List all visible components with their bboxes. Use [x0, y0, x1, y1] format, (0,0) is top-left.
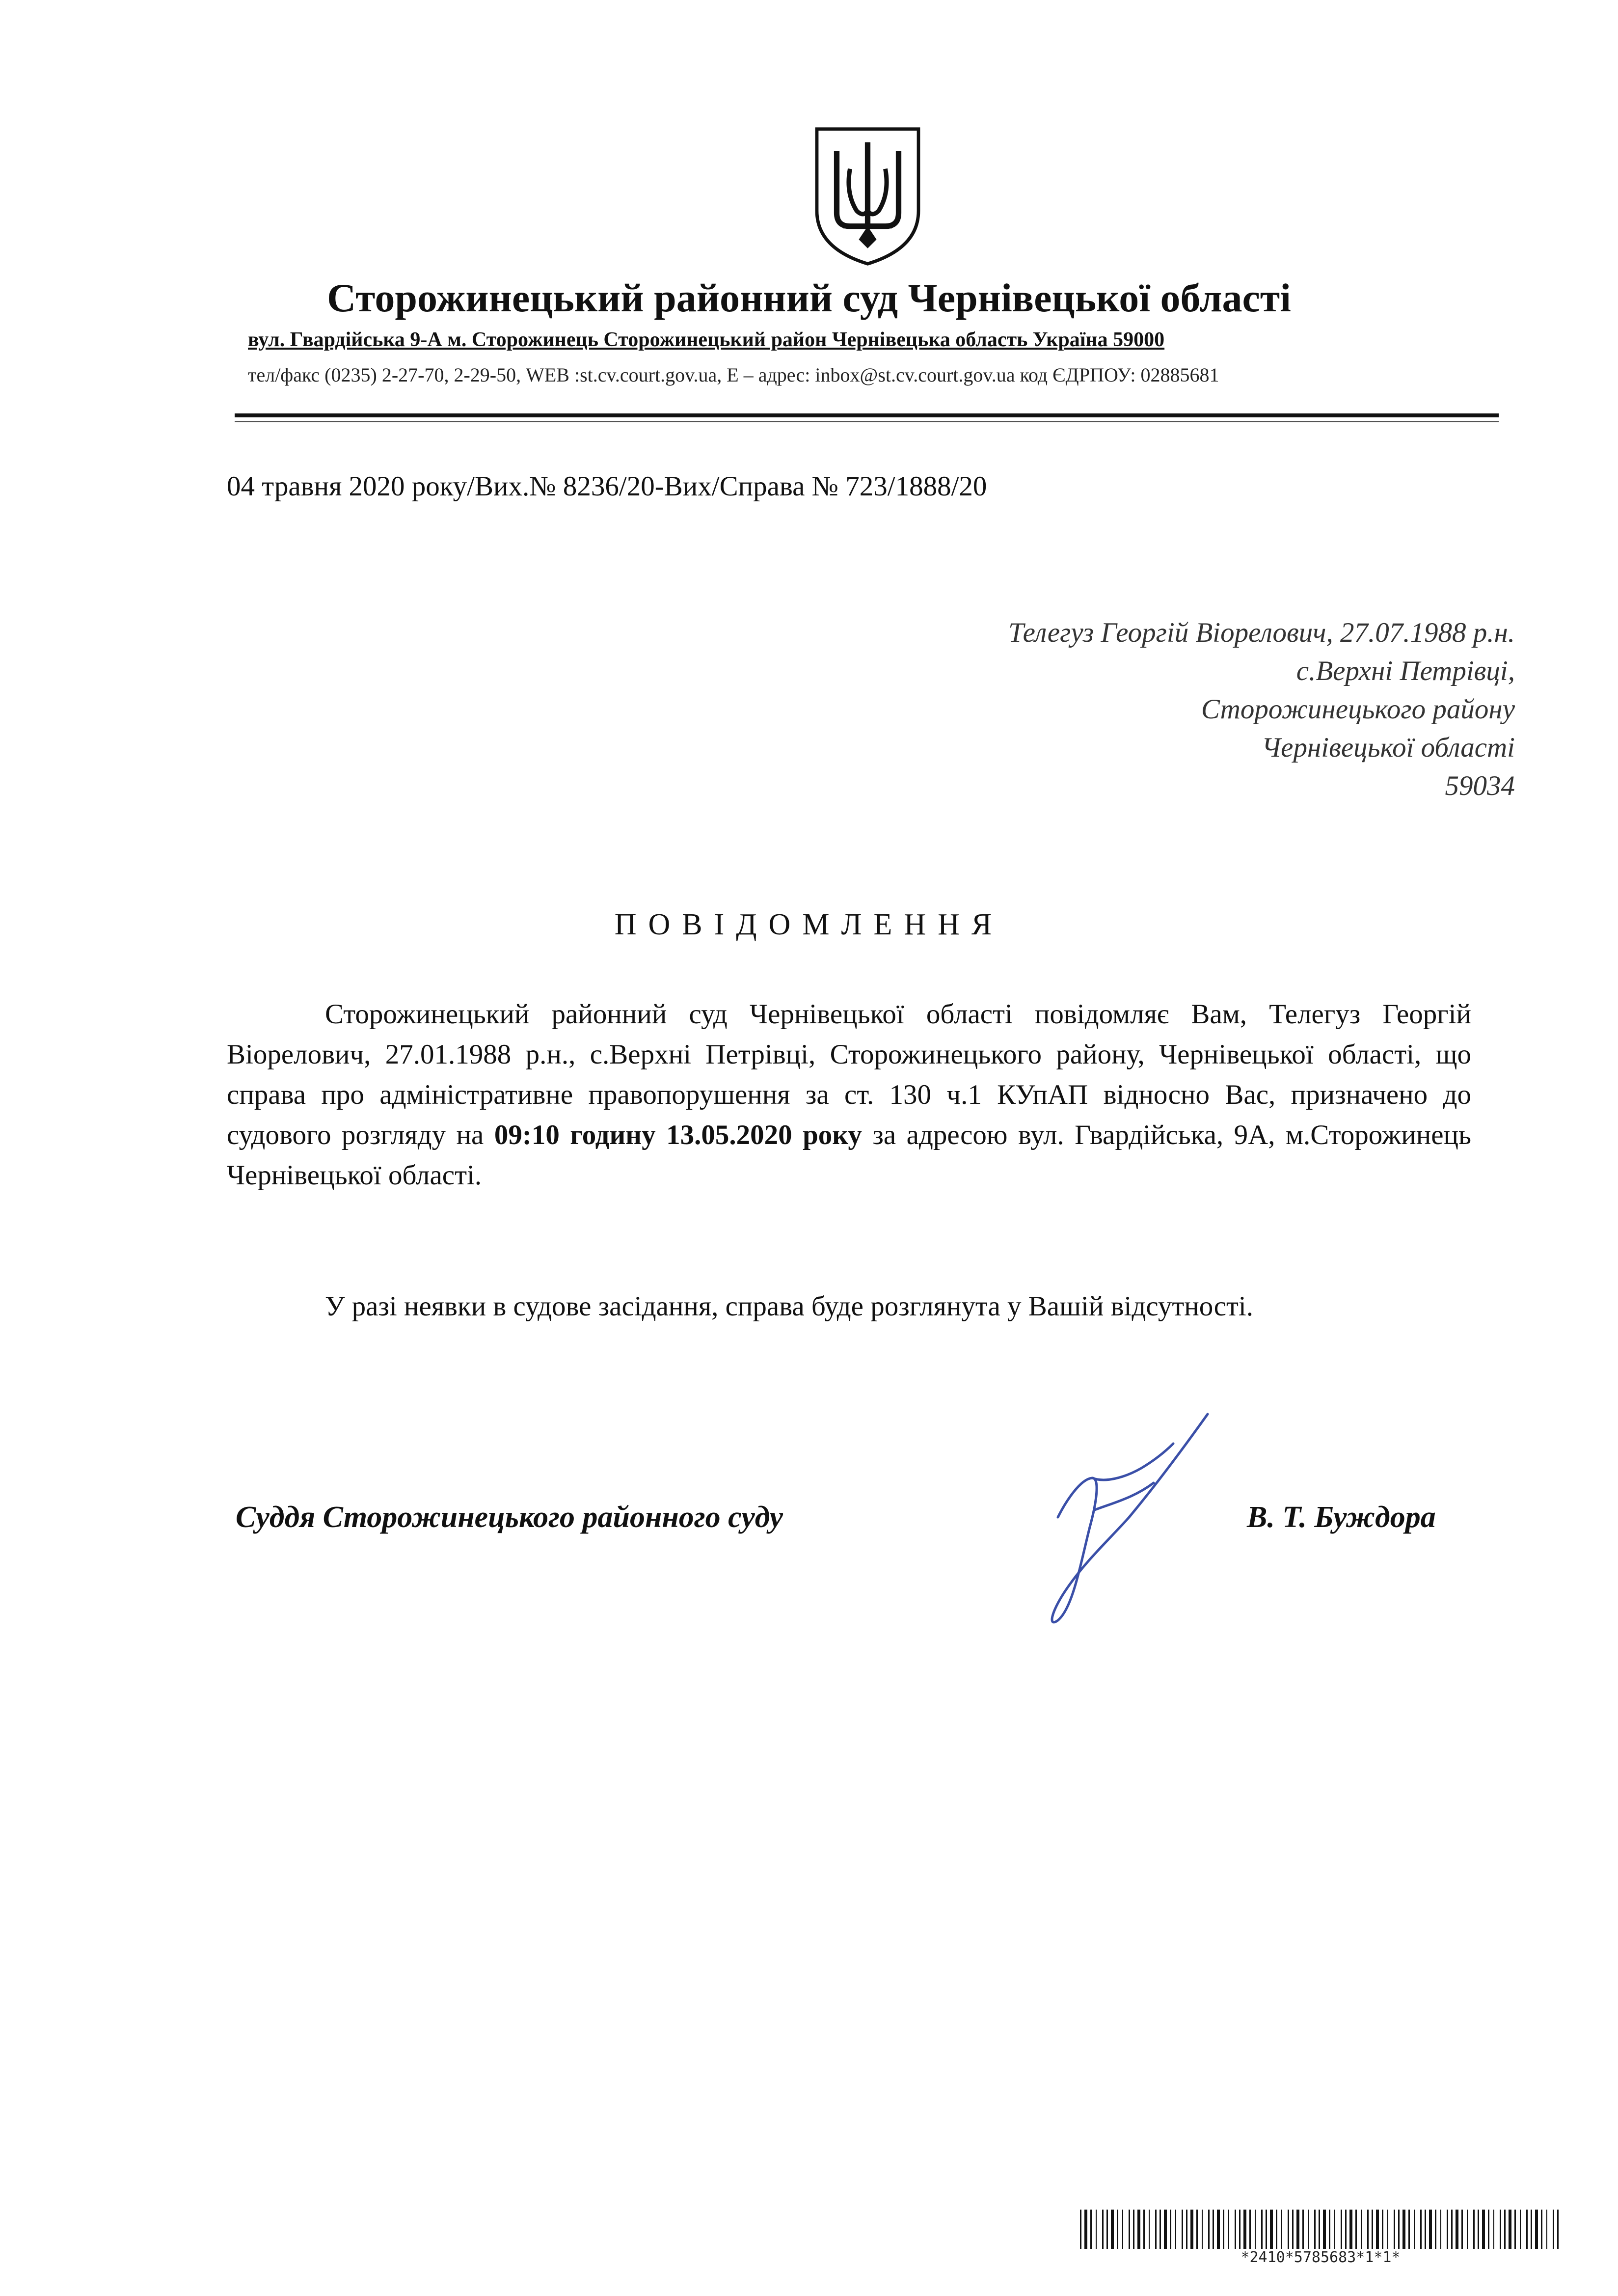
barcode-bar — [1196, 2210, 1198, 2249]
court-name: Сторожинецький районний суд Чернівецької області — [327, 275, 1291, 320]
barcode-bar — [1420, 2210, 1422, 2249]
document-reference: 04 травня 2020 року/Вих.№ 8236/20-Вих/Справа № 723/1888/20 — [227, 471, 987, 502]
barcode-bar — [1514, 2210, 1516, 2249]
barcode — [1080, 2210, 1561, 2249]
barcode-bar — [1473, 2210, 1475, 2249]
absence-warning: У разі неявки в судове засідання, справа буде розглянута у Вашій відсутності. — [325, 1291, 1254, 1322]
header-divider — [235, 413, 1499, 417]
barcode-bar — [1096, 2210, 1097, 2249]
barcode-bar — [1482, 2210, 1485, 2249]
hearing-datetime: 09:10 годину 13.05.2020 року — [494, 1120, 862, 1150]
barcode-bar — [1186, 2210, 1187, 2249]
barcode-bar — [1296, 2210, 1299, 2249]
barcode-bar — [1223, 2210, 1224, 2249]
barcode-bar — [1398, 2210, 1400, 2249]
barcode-bar — [1261, 2210, 1263, 2249]
barcode-bar — [1090, 2210, 1092, 2249]
barcode-bar — [1143, 2210, 1145, 2249]
recipient-line: 59034 — [1445, 770, 1515, 801]
barcode-bar — [1429, 2210, 1432, 2249]
barcode-bar — [1447, 2210, 1448, 2249]
barcode-bar — [1270, 2210, 1273, 2249]
barcode-bar — [1334, 2210, 1335, 2249]
notice-paragraph — [227, 994, 1471, 1196]
barcode-bar — [1249, 2210, 1251, 2249]
barcode-bar — [1102, 2210, 1104, 2249]
barcode-bar — [1190, 2210, 1193, 2249]
barcode-bar — [1440, 2210, 1441, 2249]
barcode-bar — [1526, 2210, 1528, 2249]
barcode-bar — [1520, 2210, 1521, 2249]
recipient-line: Сторожинецького району — [1201, 694, 1515, 725]
barcode-bar — [1239, 2210, 1240, 2249]
barcode-bar — [1235, 2210, 1236, 2249]
barcode-bar — [1478, 2210, 1479, 2249]
barcode-bar — [1084, 2210, 1087, 2249]
barcode-bar — [1372, 2210, 1373, 2249]
barcode-bar — [1341, 2210, 1342, 2249]
notice-text: Сторожинецький районний суд Чернівецької області повідомляє Вам, Телегуз Георгій Віорелович, 27.01.1988 р.н., с.Верхні Петрівці, Сторожинецького району, Чернівецької області, що справа про адміністративне правопорушення за ст. 130 ч.1 КУпАП відносно Вас, призначено до судового розгляду на — [227, 999, 1471, 1150]
barcode-bar — [1149, 2210, 1150, 2249]
notice-title: ПОВІДОМЛЕННЯ — [614, 908, 1004, 941]
barcode-bar — [1425, 2210, 1426, 2249]
court-address: вул. Гвардійська 9-А м. Сторожинець Сторожинецький район Чернівецька область Україна 59000 — [248, 328, 1165, 351]
recipient-line: с.Верхні Петрівці, — [1296, 656, 1515, 686]
barcode-bar — [1308, 2210, 1309, 2249]
barcode-bar — [1129, 2210, 1130, 2249]
court-contacts: тел/факс (0235) 2-27-70, 2-29-50, WEB :st.cv.court.gov.ua, E – адрес: inbox@st.cv.court.gov.ua код ЄДРПОУ: 02885681 — [248, 364, 1219, 386]
barcode-bar — [1213, 2210, 1214, 2249]
recipient-line: Чернівецької області — [1261, 732, 1515, 763]
barcode-bar — [1349, 2210, 1352, 2249]
barcode-bar — [1276, 2210, 1277, 2249]
barcode-bar — [1387, 2210, 1388, 2249]
barcode-bar — [1435, 2210, 1436, 2249]
barcode-bar — [1345, 2210, 1347, 2249]
barcode-bar — [1164, 2210, 1167, 2249]
barcode-bar — [1504, 2210, 1506, 2249]
barcode-bar — [1500, 2210, 1501, 2249]
handwritten-signature — [1006, 1404, 1217, 1630]
barcode-bar — [1451, 2210, 1453, 2249]
barcode-bar — [1208, 2210, 1210, 2249]
barcode-bar — [1137, 2210, 1140, 2249]
barcode-bar — [1394, 2210, 1395, 2249]
barcode-bar — [1302, 2210, 1304, 2249]
barcode-bar — [1535, 2210, 1538, 2249]
barcode-bar — [1292, 2210, 1294, 2249]
barcode-bar — [1111, 2210, 1114, 2249]
barcode-bar — [1376, 2210, 1379, 2249]
barcode-bar — [1175, 2210, 1176, 2249]
barcode-bar — [1266, 2210, 1267, 2249]
barcode-bar — [1557, 2210, 1559, 2249]
barcode-bar — [1553, 2210, 1554, 2249]
barcode-bar — [1117, 2210, 1118, 2249]
barcode-bar — [1361, 2210, 1362, 2249]
barcode-bar — [1255, 2210, 1256, 2249]
barcode-bar — [1288, 2210, 1289, 2249]
barcode-bar — [1382, 2210, 1383, 2249]
barcode-bar — [1182, 2210, 1183, 2249]
barcode-bar — [1314, 2210, 1316, 2249]
recipient-address — [1008, 614, 1515, 805]
barcode-bar — [1509, 2210, 1511, 2249]
barcode-number: *2410*5785683*1*1* — [1240, 2249, 1401, 2266]
barcode-bar — [1160, 2210, 1161, 2249]
barcode-bar — [1329, 2210, 1330, 2249]
barcode-bar — [1414, 2210, 1415, 2249]
barcode-bar — [1323, 2210, 1326, 2249]
barcode-bar — [1493, 2210, 1494, 2249]
barcode-bar — [1281, 2210, 1282, 2249]
barcode-bar — [1367, 2210, 1369, 2249]
barcode-bar — [1408, 2210, 1410, 2249]
header-divider-thin — [235, 421, 1499, 422]
barcode-bar — [1217, 2210, 1220, 2249]
barcode-bar — [1488, 2210, 1489, 2249]
barcode-bar — [1531, 2210, 1532, 2249]
barcode-bar — [1461, 2210, 1463, 2249]
barcode-bar — [1456, 2210, 1458, 2249]
barcode-bar — [1133, 2210, 1134, 2249]
barcode-bar — [1355, 2210, 1357, 2249]
barcode-bar — [1319, 2210, 1320, 2249]
barcode-bar — [1546, 2210, 1547, 2249]
recipient-line: Телегуз Георгій Віорелович, 27.07.1988 р.н. — [1008, 617, 1515, 648]
judge-name: В. Т. Буждора — [1247, 1501, 1436, 1534]
notice-text: за адресою вул. Гвардійська, 9А, м.Сторожинець Чернівецької області. — [227, 1120, 1471, 1191]
barcode-bar — [1155, 2210, 1157, 2249]
barcode-bar — [1467, 2210, 1468, 2249]
barcode-bar — [1122, 2210, 1123, 2249]
judge-title: Суддя Сторожинецького районного суду — [236, 1501, 783, 1534]
barcode-bar — [1170, 2210, 1171, 2249]
barcode-bar — [1106, 2210, 1108, 2249]
barcode-bar — [1402, 2210, 1405, 2249]
barcode-bar — [1243, 2210, 1246, 2249]
coat-of-arms-icon — [812, 123, 923, 270]
barcode-bar — [1541, 2210, 1542, 2249]
barcode-bar — [1202, 2210, 1203, 2249]
barcode-bar — [1228, 2210, 1229, 2249]
barcode-bar — [1080, 2210, 1081, 2249]
